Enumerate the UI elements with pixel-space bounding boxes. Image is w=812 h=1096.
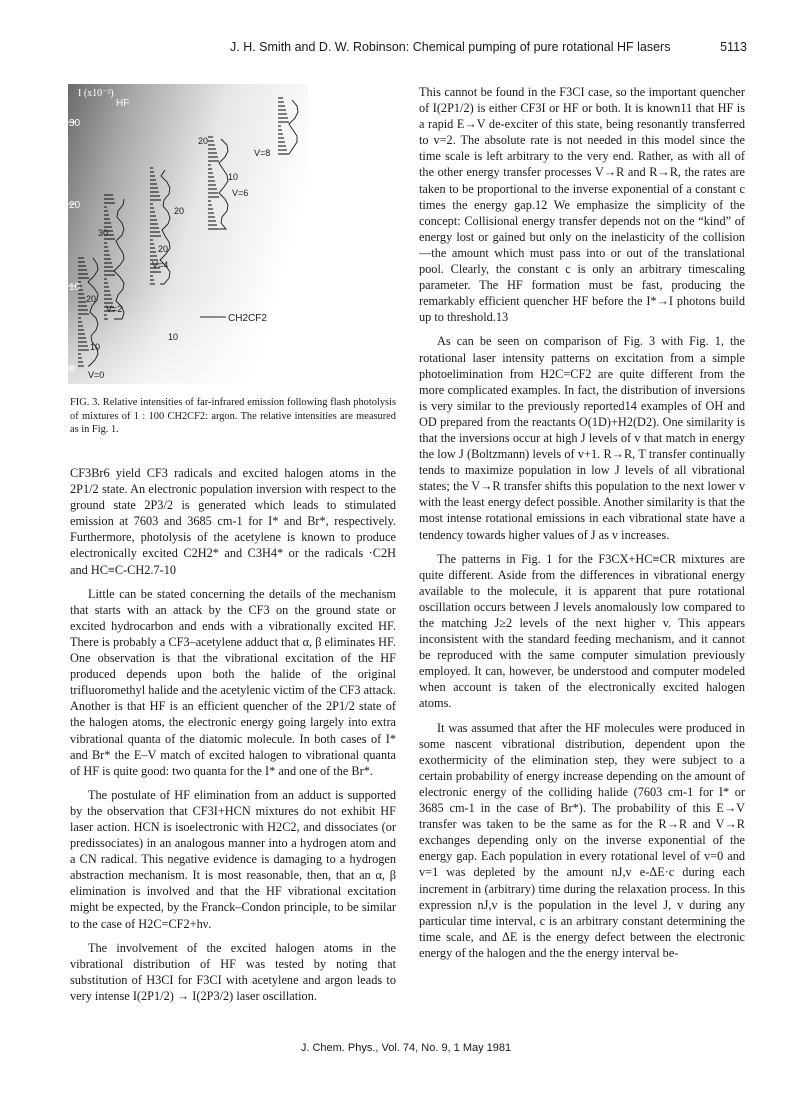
band-label: V=8 [254, 148, 271, 158]
figure-caption: FIG. 3. Relative intensities of far-infrared emission following flash photolysis of mixtures of 1 : 100 CH2CF2: argon. The relative intensities are measured as in Fig. 1. [70, 397, 396, 436]
band-label: V=6 [232, 188, 249, 198]
j-level-label: 20 [174, 206, 185, 216]
running-header [0, 40, 812, 60]
j-level-label: 10 [228, 172, 239, 182]
mixture-label: CH2CF2 [228, 313, 267, 324]
journal-footer: J. Chem. Phys., Vol. 74, No. 9, 1 May 1981 [300, 1042, 512, 1054]
species-label: HF [116, 98, 130, 109]
y-tick-label: 20 [69, 200, 81, 211]
band-label: V=2 [106, 304, 123, 314]
figure-3-plot [68, 84, 388, 384]
y-tick-label: 30 [69, 118, 81, 129]
left-column [70, 465, 396, 1004]
right-paragraph-2: As can be seen on comparison of Fig. 3 with Fig. 1, the rotational laser intensity patterns on excitation from a simple photoelimination from H2C=CF2 are quite different from the more complicated examples. In fact, the distribution of inversions is very similar to the previously reported14 examples of OH and OD prepared from the reactants O(1D)+H2(D2). One similarity is that the inversions occur at high J levels of v that match in energy the low J (Boltzmann) levels of v+1. R→R, T transfer continually tends to maximize population in low J levels of all vibrational states; the V→R transfer shifts this population to the next lower v with the least energy defect possible. Another similarity is that the most intense rotational emissions in each vibrational state have a tendency towards higher values of J as v increases. [419, 334, 745, 542]
j-level-label: 20 [158, 244, 169, 254]
left-paragraph-4: The involvement of the excited halogen atoms in the vibrational distribution of HF was tested by noting that substitution of H3CI for F3CI with acetylene and argon leads to very intense I(2P1/2) → I(2P3/2) laser oscillation. [70, 940, 396, 1003]
band-label: V=4 [152, 260, 169, 270]
band-label: V=0 [88, 370, 105, 380]
y-axis-label: I (x10⁻³) [78, 88, 114, 99]
left-paragraph-3: The postulate of HF elimination from an adduct is supported by the observation that CF3I+HCN mixtures do not exhibit HF laser action. HCN is isoelectronic with H2C2, and dissociates (or predissociates) in an analogous manner into a hydrogen atom and a CN radical. This negative evidence is damaging to a hydrogen abstraction mechanism. It is most reasonable, then, that an α, β elimination is involved and that the HF vibrational excitation might be expected, by the Franck–Condon principle, to be similar to the case of H2C=CF2+hν. [70, 787, 396, 931]
left-paragraph-1: CF3Br6 yield CF3 radicals and excited halogen atoms in the 2P1/2 state. An electronic population inversion with respect to the ground state 2P3/2 is generated which leads to stimulated emission at 7603 and 3685 cm-1 for I* and Br*, respectively. Furthermore, photolysis of the acetylene is known to produce electronically excited C2H2* and C3H4* or the radicals ·C2H and HC≡C-CH2.7-10 [70, 466, 396, 577]
left-paragraph-2: Little can be stated concerning the details of the mechanism that starts with an attack by the CF3 on the ground state or excited hydrocarbon and ends with a vibrationally excited HF. There is probably a CF3–acetylene adduct that α, β eliminates HF. One observation is that the vibrational excitation of the HF produced depends upon both the halide of the original trifluoromethyl halide and the acetylenic victim of the CF3 attack. Another is that HF is an efficient quencher of the 2P1/2 state of the halogen atoms, the electronic energy going largely into extra vibrational quanta of the diatomic molecule. In both cases of I* and Br* the E–V match of excited halogen to vibrational quanta of HF is quite good: two quanta for the I* and one of the Br*. [70, 586, 396, 778]
j-level-label: 10 [168, 332, 179, 342]
j-level-label: 20 [86, 294, 97, 304]
right-paragraph-4: It was assumed that after the HF molecules were produced in some nascent vibrational distribution, dependent upon the exothermicity of the elimination step, they were subject to a certain probability of energy increase depending on the amount of electronic energy of the colliding halide (7603 cm-1 for I* or 3685 cm-1 in the case of Br*). The probability of this E→V transfer was taken to be the same as for the R→R and V→R exchanges depending only on the inverse exponential of the energy gap. Each population in every rotational level of v=0 and v=1 was depleted by the amount nJ,v e-ΔE·c during each increment in (arbitrary) time during the relaxation process. In this expression nJ,v is the population in the level J, v during any particular time interval, c is an arbitrary constant determining the time scale, and ΔE is the energy defect between the electronic energy of the halogen and the the energy interval be- [419, 720, 745, 960]
right-paragraph-3: The patterns in Fig. 1 for the F3CX+HC≡CR mixtures are quite different. Aside from the differences in vibrational energy available to the molecule, it is apparent that pure rotational oscillation occurs between J levels anomalously low compared to the matching J≥2 levels of the next higher v. This appears inconsistent with the standard feeding mechanism, and it cannot be reproduced with the same computer simulation previously employed. It can, however, be understood and computer modeled when account is taken of the electronically excited halogen atoms. [419, 551, 745, 711]
header-title: J. H. Smith and D. W. Robinson: Chemical pumping of pure rotational HF lasers [230, 40, 671, 54]
page-number: 5113 [720, 40, 747, 54]
j-level-label: 10 [90, 342, 101, 352]
j-level-label: 20 [198, 136, 209, 146]
j-level-label: 30 [98, 228, 109, 238]
y-tick-label: 0 [69, 364, 75, 375]
figure-3 [68, 84, 388, 384]
right-column [419, 84, 745, 961]
y-tick-label: 10 [69, 282, 81, 293]
right-paragraph-1: This cannot be found in the F3CI case, so the important quencher of I(2P1/2) is either CF3I or HF or both. It is known11 that HF is a rapid E→V de-exciter of this state, being resonantly transferred to v=2. The absolute rate is not needed in this model since the time scale is left arbitrary to the very end. Rather, as with all of the other energy transfer processes V→R and R→R, the rates are taken to be proportional to the inverse exponential of a constant c times the energy gap.12 We emphasize the simplicity of the concept: Collisional energy transfer depends not on the “kind” of energy lost or gained but only on the inelasticity of the collision—the amount which must pass into or out of the translational pool. Clearly, the constant c is only an arbitrary timescaling parameter. The HF formation must be fast, producing the remarkably efficient quencher HF before the I*→I photons build up to threshold.13 [419, 85, 745, 325]
